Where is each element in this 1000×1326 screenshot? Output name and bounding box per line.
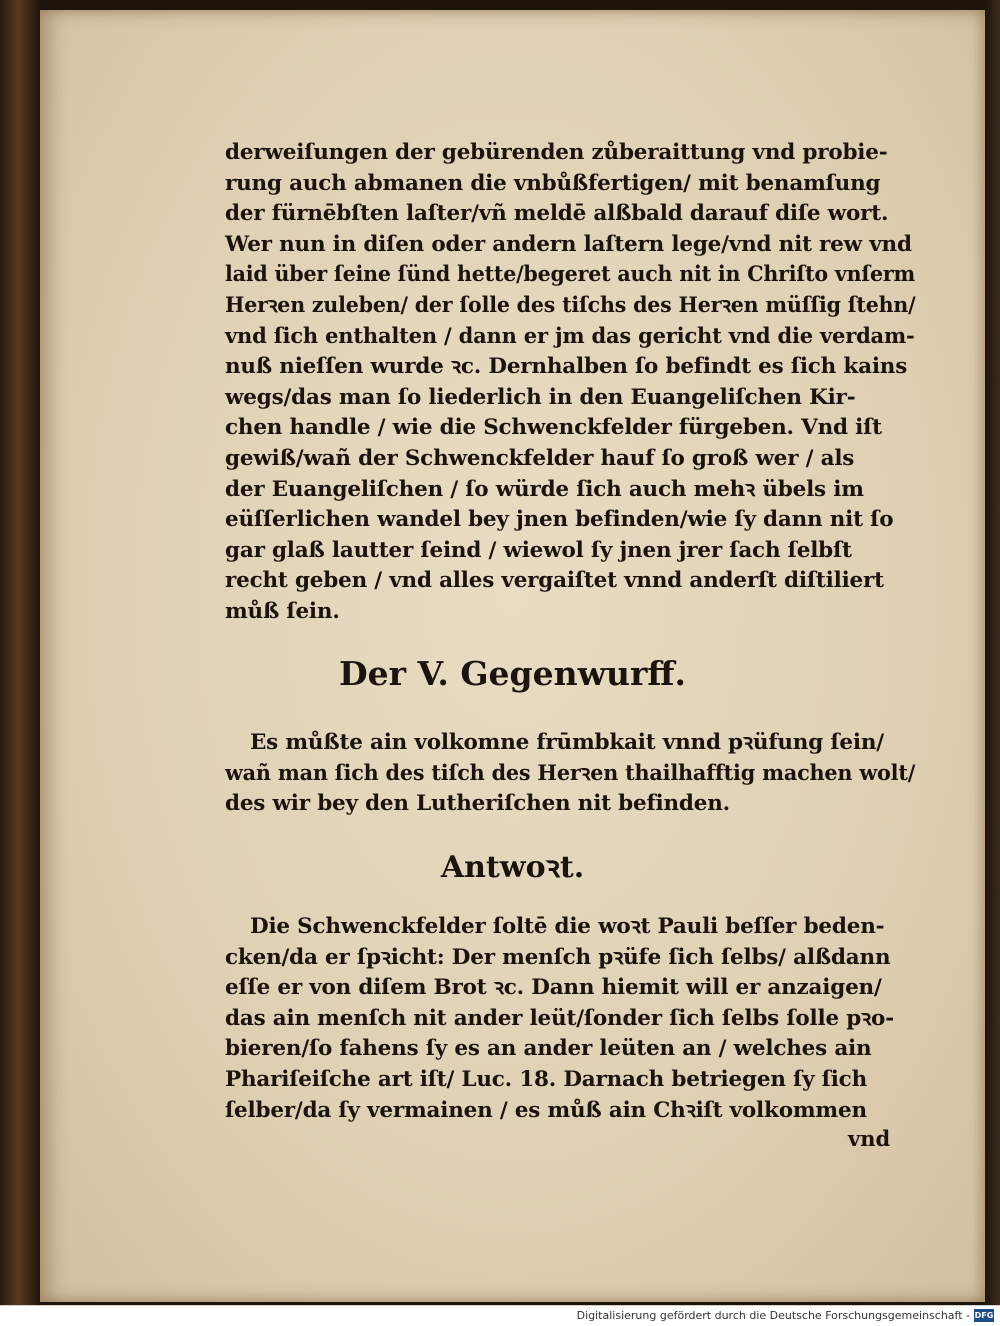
text-line: Die Schwenckfelder ſoltē die woꝛt Pauli beſſer beden- [250,914,885,939]
paragraph-1 [225,138,915,628]
book-page [40,10,985,1302]
text-line: der fürnēbſten laſter/vñ meldē alßbald darauf diſe wort. [225,201,889,227]
text-line: můß ſein. [225,598,340,624]
footer-bar [0,1305,1000,1326]
text-line: ſelber/da ſy vermainen / es můß ain Chꝛiſt volkommen [225,1097,867,1123]
text-line: Wer nun in diſen oder andern laſtern lege/vnd nit rew vnd [225,231,912,257]
paragraph-3 [225,912,915,1126]
text-line: chen handle / wie die Schwenckfelder fürgeben. Vnd iſt [225,415,882,441]
text-line: recht geben / vnd alles vergaiſtet vnnd anderſt diſtiliert [225,568,884,594]
text-line: laid über ſeine ſünd hette/begeret auch nit in Chriſto vnſerm [225,262,916,288]
section-heading-gegenwurff: Der V. Gegenwurff. [339,654,686,693]
dfg-logo: DFG [974,1311,994,1320]
catchword: vnd [848,1126,891,1151]
text-line: rung auch abmanen die vnbůßfertigen/ mit benamſung [225,170,881,196]
paragraph-2 [225,728,915,820]
text-line: der Euangeliſchen / ſo würde ſich auch mehꝛ übels im [225,476,864,502]
text-line: gewiß/wañ der Schwenckfelder hauf ſo groß wer / als [225,445,855,471]
text-line: nuß nieſſen wurde ꝛc. Dernhalben ſo befindt es ſich kains [225,354,908,380]
funding-credit: Digitalisierung gefördert durch die Deutsche Forschungsgemeinschaft - [576,1309,970,1322]
text-line: derweiſungen der gebürenden zůberaittung vnd probie- [225,140,888,165]
text-line: gar glaß lautter ſeind / wiewol ſy jnen jrer ſach ſelbſt [225,537,852,563]
text-line: das ain menſch nit ander leüt/ſonder ſich ſelbs ſolle pꝛo- [225,1005,894,1031]
text-line: wegs/das man ſo liederlich in den Euangeliſchen Kir- [225,384,856,410]
text-line: Phariſeiſche art iſt/ Luc. 18. Darnach betriegen ſy ſich [225,1066,867,1092]
section-heading-antwort: Antwoꝛt. [440,850,585,885]
text-line: wañ man ſich des tiſch des Herꝛen thailhafftig machen wolt/ [225,760,916,786]
text-line: eüſſerlichen wandel bey jnen befinden/wie ſy dann nit ſo [225,507,894,533]
text-line: vnd ſich enthalten / dann er jm das gericht vnd die verdam- [225,323,915,349]
text-line: cken/da er ſpꝛicht: Der menſch pꝛüfe ſich ſelbs/ alßdann [225,944,891,970]
text-line: Herꝛen zuleben/ der ſolle des tiſchs des Herꝛen müſſig ſtehn/ [225,292,916,318]
text-line: bieren/ſo fahens ſy es an ander leüten an / welches ain [225,1036,872,1062]
text-line: des wir bey den Lutheriſchen nit befinden. [225,791,730,817]
text-line: eſſe er von diſem Brot ꝛc. Dann hiemit will er anzaigen/ [225,975,882,1001]
text-line: Es můßte ain volkomne frūmbkait vnnd pꝛüfung ſein/ [250,730,884,755]
